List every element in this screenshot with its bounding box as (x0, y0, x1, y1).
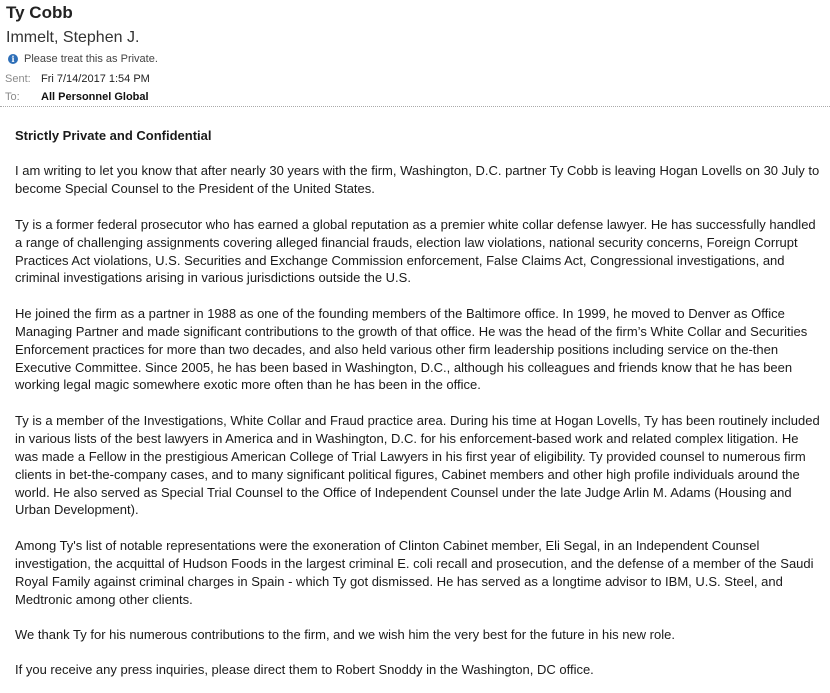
body-paragraph: Ty is a former federal prosecutor who has earned a global reputation as a premier white collar defense lawyer. He has successfully handled a range of challenging assignments covering alleged financial frauds, election law violations, national security concerns, Foreign Corrupt Practices Act violations, U.S. Securities and Exchange Commission enforcement, False Claims Act, Congressional investigations, and criminal investigations arising in various jurisdictions outside the U.S. (15, 216, 816, 286)
email-subject: Ty Cobb (6, 3, 73, 22)
sent-value: Fri 7/14/2017 1:54 PM (41, 73, 150, 85)
email-body (15, 127, 820, 693)
info-icon: i (8, 54, 18, 64)
sensitivity-text: Please treat this as Private. (24, 53, 158, 65)
body-paragraph: Among Ty's list of notable representations were the exoneration of Clinton Cabinet member, Eli Segal, in an Independent Counsel investigation, the acquittal of Hudson Foods in the largest criminal E. coli recall and prosecution, and the defense of a member of the Saudi Royal Family against criminal charges in Spain - which Ty got dismissed. He has served as a longtime advisor to IBM, U.S. Steel, and Medtronic among other clients. (15, 537, 814, 607)
body-paragraph: I am writing to let you know that after nearly 30 years with the firm, Washington, D.C. partner Ty Cobb is leaving Hogan Lovells on 30 July to become Special Counsel to the President of the United States. (15, 163, 820, 197)
sent-label: Sent: (5, 73, 31, 85)
body-paragraph: Ty is a member of the Investigations, White Collar and Fraud practice area. During his time at Hogan Lovells, Ty has been routinely included in various lists of the best lawyers in America and in Washington, D.C. for his enforcement-based work and related complex litigation. He was made a Fellow in the prestigious American College of Trial Lawyers in his first year of eligibility. Ty provided counsel to numerous firm clients in bet-the-company cases, and to many significant political figures, Cabinet members and other high profile individuals around the world. He also served as Special Trial Counsel to the Office of Independent Counsel under the late Judge Arlin M. Adams (Housing and Urban Development). (15, 412, 820, 518)
body-paragraph: If you receive any press inquiries, please direct them to Robert Snoddy in the Washington, DC office. (15, 662, 594, 678)
to-label: To: (5, 91, 20, 103)
header-divider (0, 106, 830, 107)
sensitivity-notice (8, 53, 158, 65)
sent-row (5, 73, 150, 85)
body-heading: Strictly Private and Confidential (15, 128, 212, 143)
to-row (5, 91, 149, 103)
to-recipient[interactable]: All Personnel Global (41, 91, 149, 103)
body-paragraph: We thank Ty for his numerous contributions to the firm, and we wish him the very best for the future in his new role. (15, 626, 675, 642)
body-paragraph: He joined the firm as a partner in 1988 as one of the founding members of the Baltimore office. In 1999, he moved to Denver as Office Managing Partner and made significant contributions to the growth of that office. He was the head of the firm’s White Collar and Securities Enforcement practices for more than two decades, and also held various other firm leadership positions including service on the-then Executive Committee. Since 2005, he has been based in Washington, D.C., although his colleagues and friends know that he has been working legal magic somewhere exotic more often than he has been in the office. (15, 305, 808, 393)
sender-name[interactable]: Immelt, Stephen J. (6, 29, 140, 46)
